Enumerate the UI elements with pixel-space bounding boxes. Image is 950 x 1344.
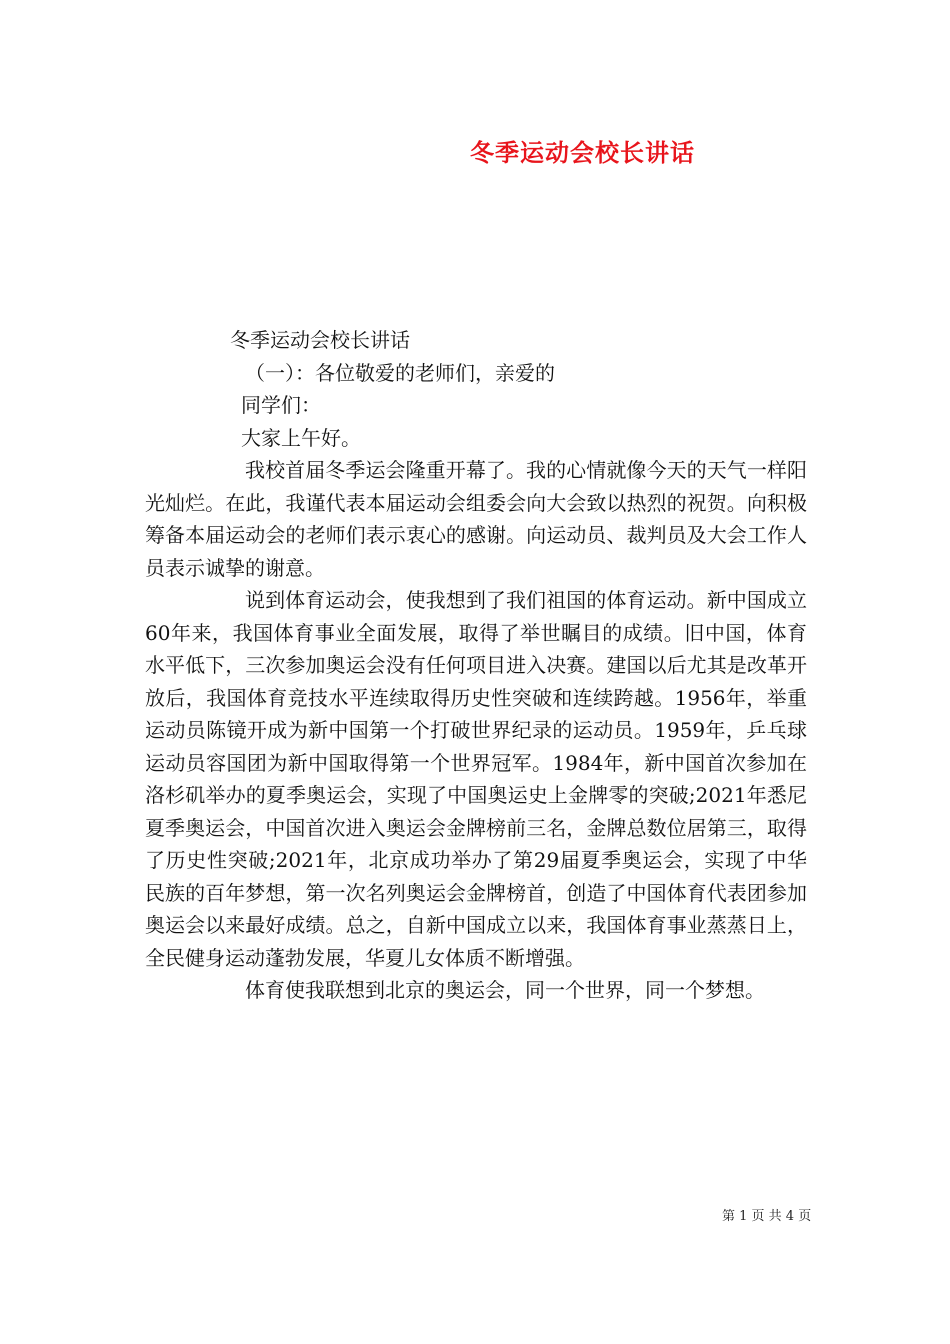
paragraph-opening: 我校首届冬季运会隆重开幕了。我的心情就像今天的天气一样阳光灿烂。在此，我谨代表本届运动会组委会向大会致以热烈的祝贺。向积极筹备本届运动会的老师们表示衷心的感谢。向运动员、裁判员及大会工作人员表示诚挚的谢意。 <box>145 458 807 580</box>
document-title: 冬季运动会校长讲话 <box>470 138 695 167</box>
paragraph-olympics: 体育使我联想到北京的奥运会，同一个世界，同一个梦想。 <box>245 978 765 1002</box>
greeting-line: 大家上午好。 <box>241 425 361 450</box>
salutation-line-2: 同学们： <box>241 393 321 417</box>
salutation-line-1: （一）：各位敬爱的老师们，亲爱的 <box>245 360 555 385</box>
document-body <box>145 324 807 1007</box>
paragraph-sports-history: 说到体育运动会，使我想到了我们祖国的体育运动。新中国成立60年来，我国体育事业全面发展，取得了举世瞩目的成绩。旧中国，体育水平低下，三次参加奥运会没有任何项目进入决赛。建国以后尤其是改革开放后，我国体育竞技水平连续取得历史性突破和连续跨越。1956年，举重运动员陈镜开成为新中国第一个打破世界纪录的运动员。1959年，乒乓球运动员容国团为新中国取得第一个世界冠军。1984年，新中国首次参加在洛杉矶举办的夏季奥运会，实现了中国奥运史上金牌零的突破;2021年悉尼夏季奥运会，中国首次进入奥运会金牌榜前三名，金牌总数位居第三，取得了历史性突破;2021年，北京成功举办了第29届夏季奥运会，实现了中华民族的百年梦想，第一次名列奥运会金牌榜首，创造了中国体育代表团参加奥运会以来最好成绩。总之，自新中国成立以来，我国体育事业蒸蒸日上，全民健身运动蓬勃发展，华夏儿女体质不断增强。 <box>145 588 807 970</box>
page-indicator: 第 1 页 共 4 页 <box>722 1209 812 1224</box>
document-subtitle: 冬季运动会校长讲话 <box>230 328 410 352</box>
